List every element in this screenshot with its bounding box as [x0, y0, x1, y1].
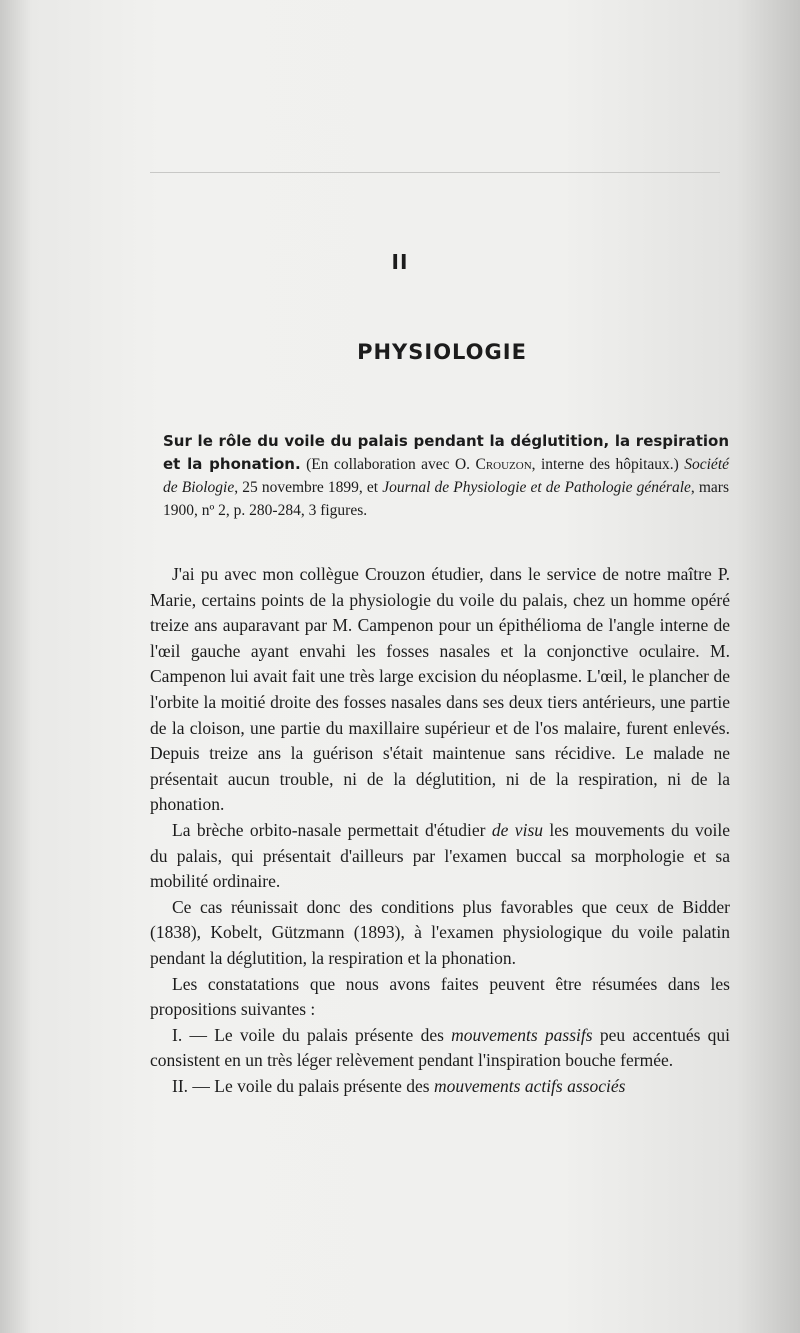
proposition-2: [150, 1074, 730, 1100]
reference-collab-name: Crouzon: [475, 456, 532, 473]
reference-details: , mars 1900, nº 2, p. 280-284, 3 figures.: [163, 479, 729, 519]
paragraph-1: J'ai pu avec mon collègue Crouzon étudier, dans le service de notre maître P. Marie, certains points de la physiologie du voile du palais, chez un homme opéré treize ans auparavant par M. Campenon pour un épithélioma de l'angle interne de l'œil gauche ayant envahi les fosses nasales et la conjonctive oculaire. M. Campenon lui avait fait une très large excision du néoplasme. L'œil, le plancher de l'orbite la moitié droite des fosses nasales dans ses deux tiers antérieurs, une partie de la cloison, une partie du maxillaire supérieur et de l'os malaire, furent enlevés. Depuis treize ans la guérison s'était maintenue sans récidive. Le malade ne présentait aucun trouble, ni de la déglutition, ni de la respiration, ni de la phonation.: [150, 564, 730, 815]
paragraph-3: Ce cas réunissait donc des conditions plus favorables que ceux de Bidder (1838), Kobelt, Gützmann (1893), à l'examen physiologique du voile palatin pendant la déglutition, la respiration et la phonation.: [150, 896, 730, 968]
reference-journal-1: Société de Biologie: [163, 456, 730, 496]
paragraph-2-before: La brèche orbito-nasale permettait d'étudier: [172, 819, 486, 840]
reference-collab-suffix: , interne des hôpitaux.): [531, 456, 679, 473]
proposition-2-before: II. — Le voile du palais présente des: [172, 1075, 430, 1096]
reference-journal-2: Journal de Physiologie et de Pathologie générale: [382, 479, 691, 496]
reference-title: Sur le rôle du voile du palais pendant la déglutition, la respiration et la phonation.: [163, 432, 729, 473]
proposition-1: [150, 1023, 730, 1074]
paragraph-2: [150, 818, 730, 895]
reference-collab-prefix: (En collaboration avec O.: [306, 456, 471, 473]
paragraph-2-after: les mouvements du voile du palais, qui présentait d'ailleurs par l'examen buccal sa morphologie et sa mobilité ordinaire.: [150, 819, 730, 892]
paragraph-4: Les constatations que nous avons faites peuvent être résumées dans les propositions suivantes :: [150, 973, 730, 1020]
bibliographic-reference: [163, 430, 729, 522]
proposition-1-after: peu accentués qui consistent en un très léger relèvement pendant l'inspiration bouche fermée.: [150, 1024, 731, 1071]
reference-date-1: , 25 novembre 1899, et: [234, 479, 379, 496]
proposition-1-before: I. — Le voile du palais présente des: [172, 1024, 444, 1045]
bleed-through-rule: [150, 172, 720, 173]
paragraph-2-italic: de visu: [491, 819, 544, 840]
proposition-1-italic: mouvements passifs: [451, 1024, 593, 1045]
section-number: II: [391, 250, 409, 274]
section-title: PHYSIOLOGIE: [357, 340, 527, 364]
proposition-2-italic: mouvements actifs associés: [433, 1075, 626, 1096]
body-text: [150, 562, 730, 1099]
